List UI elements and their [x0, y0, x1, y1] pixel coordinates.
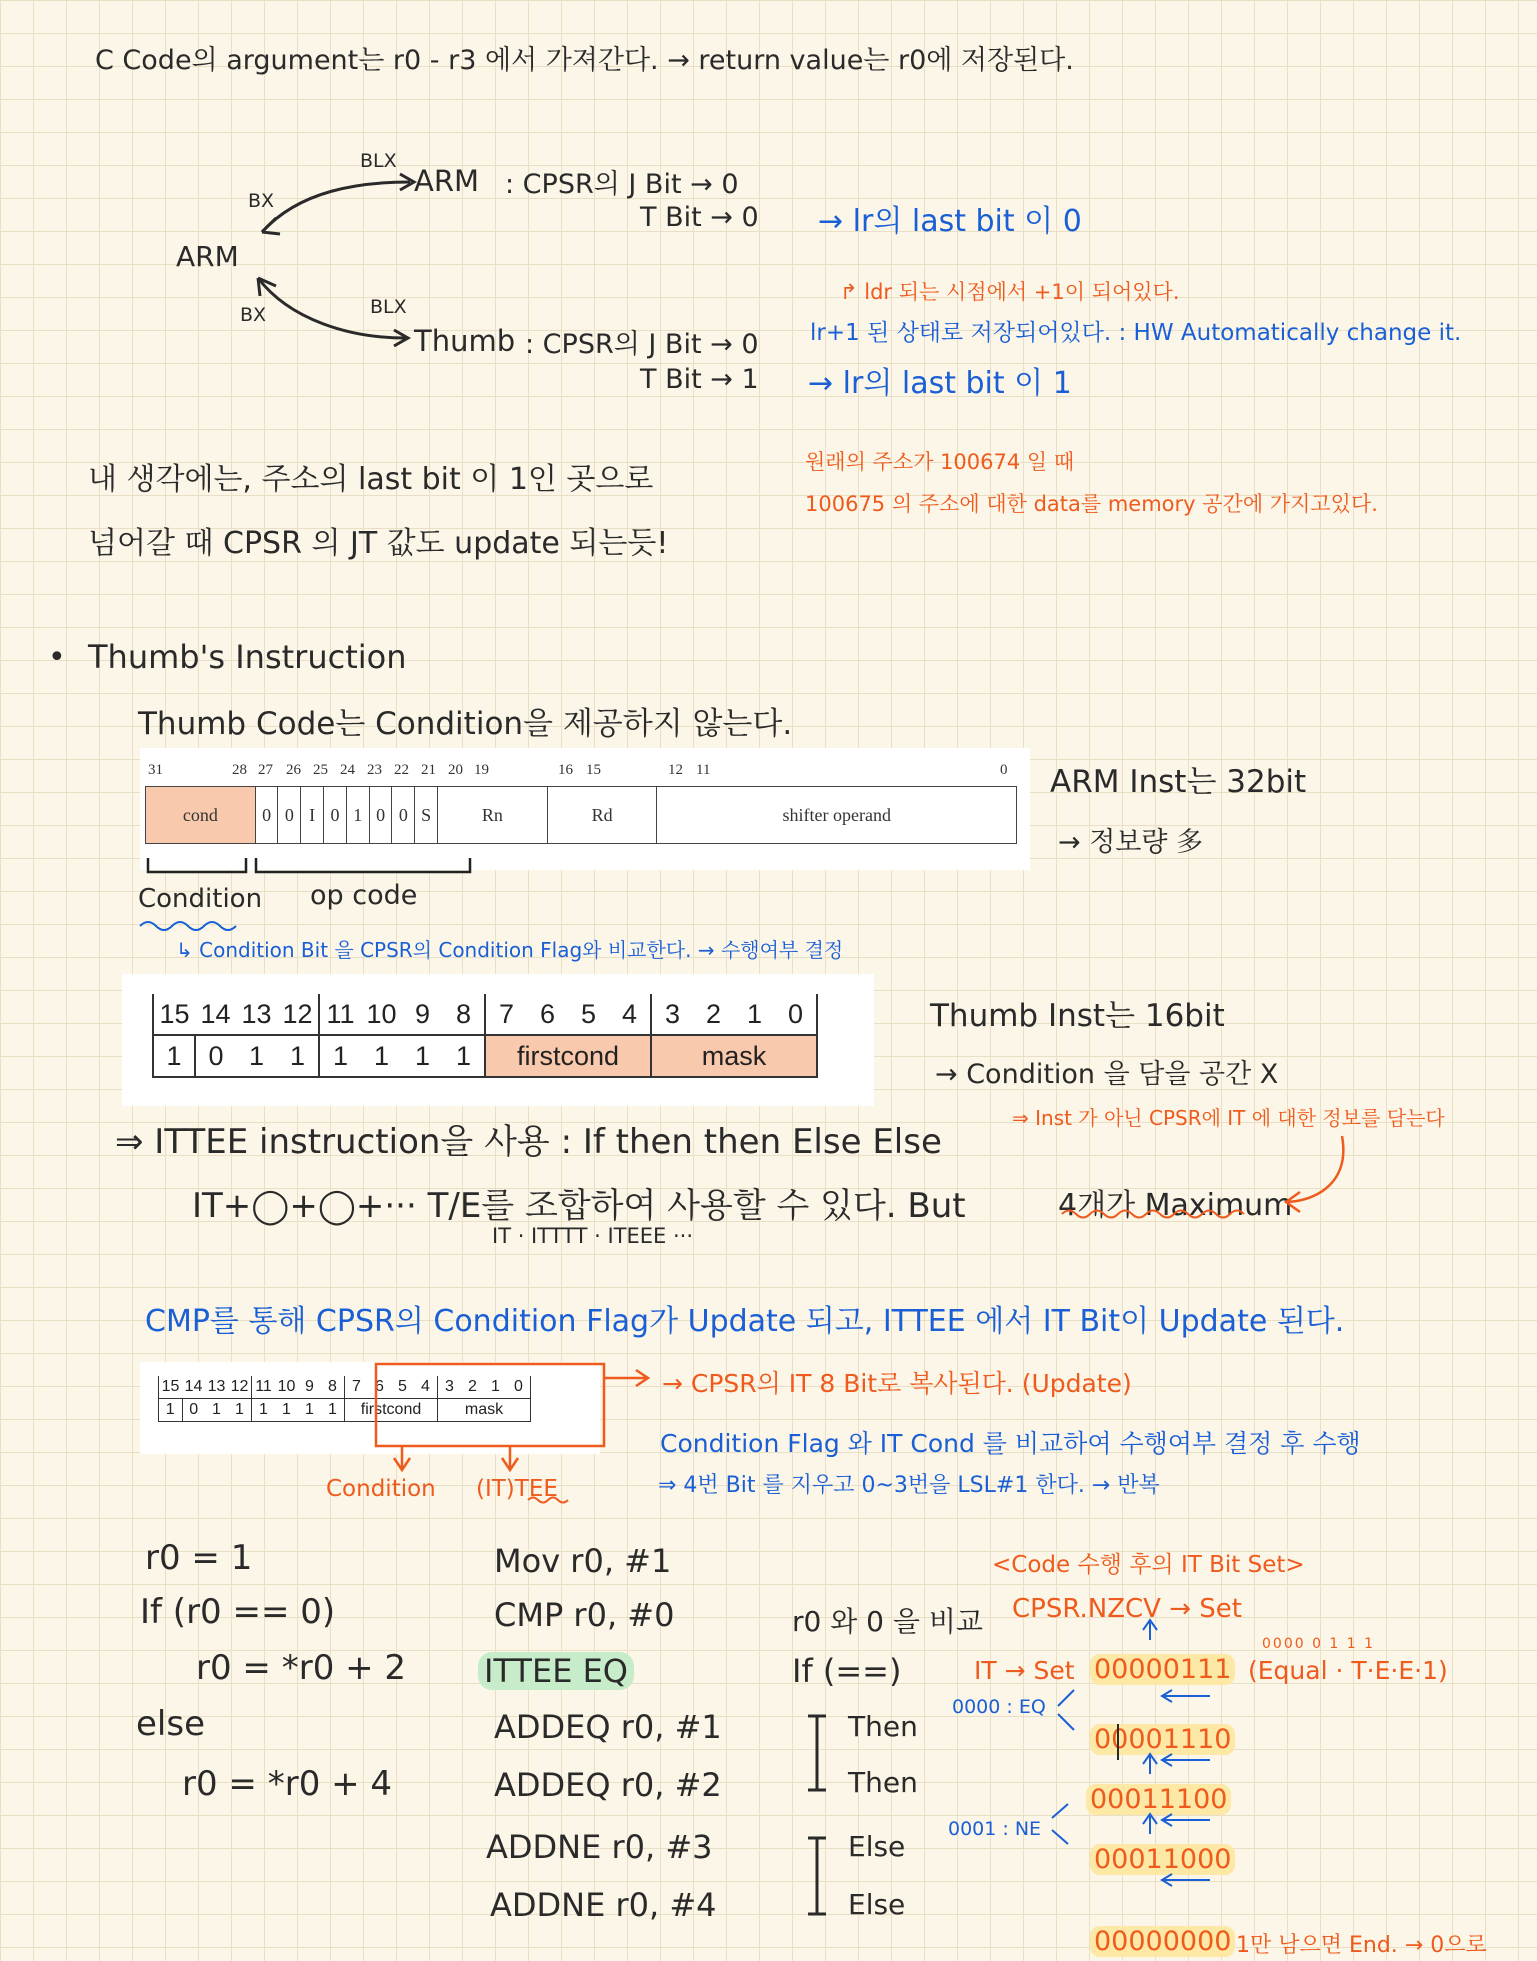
bx-bottom-label: BX — [240, 304, 267, 326]
th-bit-num: 13 — [241, 998, 272, 1029]
th-field-bit: 1 — [236, 1035, 277, 1077]
arm-field-bit: 0 — [392, 787, 415, 844]
thumb-it-format-figure — [122, 974, 874, 1106]
arm-t-bit: T Bit → 0 — [640, 202, 759, 233]
th-field-bit: 1 — [153, 1035, 195, 1077]
it-state-3: 00011100 — [1086, 1784, 1231, 1815]
arm-bit-11: 11 — [696, 762, 711, 778]
sm-bit-num: 8 — [328, 1378, 337, 1395]
blx-bottom-label: BLX — [370, 296, 407, 318]
th-bit-num: 15 — [153, 994, 195, 1035]
arm-field-bit: 1 — [346, 787, 369, 844]
c-line-1: r0 = 1 — [145, 1538, 253, 1578]
asm-line-1: Mov r0, #1 — [494, 1542, 672, 1580]
th-field-bit: 1 — [402, 1035, 443, 1077]
arm-field-cond: cond — [146, 787, 256, 844]
arm-bit-27: 27 — [258, 762, 273, 778]
arm-info-much: → 정보량 多 — [1058, 827, 1204, 858]
th-bit-num: 7 — [485, 994, 527, 1035]
copy-to-cpsr-note: → CPSR의 IT 8 Bit로 복사된다. (Update) — [662, 1369, 1132, 1398]
arm-bit-23: 23 — [367, 762, 382, 778]
th-bit-num: 11 — [319, 994, 361, 1035]
sm-bit-num: 0 — [507, 1376, 531, 1399]
orange-cpsr-it-note: ⇒ Inst 가 아닌 CPSR에 IT 에 대한 정보를 담는다 — [1012, 1106, 1445, 1130]
th-bit-num: 2 — [705, 998, 722, 1029]
compare-execute-note: Condition Flag 와 IT Cond 를 비교하여 수행여부 결정 후 수행 — [660, 1429, 1361, 1458]
sm-bit-num: 3 — [438, 1376, 462, 1399]
cmp-comment: r0 와 0 을 비교 — [792, 1605, 983, 1638]
thought-line-2: 넘어갈 때 CPSR 의 JT 값도 update 되는듯! — [88, 526, 669, 561]
arm-field-bit: 0 — [278, 787, 301, 844]
arm-bit-24: 24 — [340, 762, 355, 778]
th-bit-num: 8 — [455, 998, 472, 1029]
ittee-line: ⇒ ITTEE instruction을 사용 : If then then Else Else — [115, 1122, 942, 1162]
th-field-mask: mask — [651, 1035, 817, 1077]
asm-line-2: CMP r0, #0 — [494, 1596, 675, 1634]
branch-then-1: Then — [848, 1710, 918, 1743]
bullet: • — [48, 640, 66, 675]
arm-bit-19: 19 — [474, 762, 489, 778]
sm-field-bit: 1 — [159, 1399, 183, 1422]
asm-line-4: ADDEQ r0, #1 — [494, 1708, 722, 1746]
branch-else-1: Else — [848, 1830, 906, 1863]
c-line-3: r0 = *r0 + 2 — [196, 1648, 407, 1688]
sm-bit-num: 7 — [345, 1376, 369, 1399]
arm-bit-25: 25 — [313, 762, 328, 778]
thumb-t-bit: T Bit → 1 — [640, 364, 759, 395]
arm-lr-note: → lr의 last bit 이 0 — [818, 204, 1082, 239]
it-examples: IT · ITTTT · ITEEE ··· — [492, 1224, 693, 1248]
sm-field-bit: 1 — [252, 1399, 276, 1422]
th-bit-num: 1 — [746, 998, 763, 1029]
thumb-dest-label: Thumb — [414, 324, 516, 358]
th-field-bit: 1 — [277, 1035, 319, 1077]
intro-text: C Code의 argument는 r0 - r3 에서 가져간다. → return value는 r0에 저장된다. — [95, 45, 1074, 76]
arm-bit-20: 20 — [448, 762, 463, 778]
sm-bit-num: 10 — [277, 1378, 296, 1395]
th-bit-num: 10 — [366, 998, 397, 1029]
it-state-4: 00011000 — [1090, 1844, 1235, 1875]
arm-field-s: S — [415, 787, 438, 844]
asm-line-3: ITTEE EQ — [478, 1652, 634, 1690]
th-bit-num: 12 — [282, 998, 313, 1029]
th-field-bit: 1 — [319, 1035, 361, 1077]
arm-bit-28: 28 — [232, 762, 247, 778]
arm-format-table — [145, 786, 1017, 844]
branch-else-2: Else — [848, 1888, 906, 1921]
c-line-4: else — [136, 1704, 205, 1744]
th-bit-num: 0 — [775, 994, 817, 1035]
nzcv-set: CPSR.NZCV → Set — [1012, 1594, 1242, 1624]
sm-field-firstcond: firstcond — [345, 1399, 438, 1422]
arm-field-bit: 0 — [324, 787, 347, 844]
orange-address-note-1: 원래의 주소가 100674 일 때 — [805, 450, 1075, 474]
thumb-no-condition-text: Thumb Code는 Condition을 제공하지 않는다. — [138, 706, 793, 742]
itee-arrow-label: (IT)TEE — [476, 1476, 558, 1502]
sm-bit-num: 14 — [184, 1378, 203, 1395]
cmp-update-line: CMP를 통해 CPSR의 Condition Flag가 Update 되고, ITTEE 에서 IT Bit이 Update 된다. — [145, 1304, 1345, 1339]
th-bit-num: 5 — [580, 998, 597, 1029]
arm-bit-15: 15 — [586, 762, 601, 778]
condition-label: Condition — [138, 884, 263, 914]
lr-auto-note: lr+1 된 상태로 저장되어있다. : HW Automatically change it. — [810, 320, 1462, 346]
arm-field-shifter: shifter operand — [657, 787, 1017, 844]
sm-bit-num: 11 — [252, 1376, 276, 1399]
if-eq-label: If (==) — [792, 1652, 902, 1690]
c-line-2: If (r0 == 0) — [140, 1592, 336, 1632]
thumb-it-table — [152, 994, 818, 1078]
condition-arrow-label: Condition — [326, 1476, 436, 1502]
sm-bit-num: 13 — [207, 1378, 226, 1395]
it-state-2: 00001110 — [1090, 1724, 1235, 1755]
blx-top-label: BLX — [360, 150, 397, 172]
sm-bit-num: 4 — [421, 1378, 430, 1395]
asm-line-6: ADDNE r0, #3 — [486, 1828, 713, 1866]
arm-bit-16: 16 — [558, 762, 573, 778]
it-combine-line: IT+◯+◯+··· T/E를 조합하여 사용할 수 있다. But — [192, 1186, 966, 1226]
arm-cpsr-j: : CPSR의 J Bit → 0 — [505, 169, 739, 200]
thumb-inst-16bit: Thumb Inst는 16bit — [930, 998, 1225, 1034]
sm-field-bit: 0 — [182, 1399, 205, 1422]
asm-line-5: ADDEQ r0, #2 — [494, 1766, 722, 1804]
arm-bit-31: 31 — [148, 762, 163, 778]
sm-bit-num: 2 — [468, 1378, 477, 1395]
th-bit-num: 6 — [539, 998, 556, 1029]
equal-bits-annotation: 0000 0 1 1 1 — [1262, 1636, 1376, 1652]
thumb-no-space: → Condition 을 담을 공간 X — [935, 1059, 1279, 1090]
arm-bit-22: 22 — [394, 762, 409, 778]
sm-bit-num: 5 — [398, 1378, 407, 1395]
sm-bit-num: 9 — [305, 1378, 314, 1395]
th-field-firstcond: firstcond — [485, 1035, 651, 1077]
thought-line-1: 내 생각에는, 주소의 last bit 이 1인 곳으로 — [88, 462, 654, 497]
sm-field-bit: 1 — [321, 1399, 345, 1422]
arm-field-bit: I — [301, 787, 324, 844]
arm-field-bit: 0 — [255, 787, 278, 844]
shift-repeat-note: ⇒ 4번 Bit 를 지우고 0~3번을 LSL#1 한다. → 반복 — [658, 1473, 1160, 1498]
sm-bit-num: 15 — [159, 1376, 183, 1399]
c-line-5: r0 = *r0 + 4 — [182, 1764, 393, 1804]
sm-field-bit: 1 — [228, 1399, 252, 1422]
small-it-table — [158, 1376, 531, 1422]
it-set-label: IT → Set — [974, 1656, 1075, 1685]
arm-bit-12: 12 — [668, 762, 683, 778]
arm-format-figure — [140, 748, 1030, 870]
equal-annotation: (Equal · T·E·E·1) — [1248, 1656, 1448, 1685]
max-four-text: 4개가 Maximum — [1058, 1188, 1293, 1223]
ne-code-label: 0001 : NE — [948, 1818, 1042, 1840]
it-state-1: 00000111 — [1090, 1654, 1235, 1685]
sm-bit-num: 1 — [491, 1378, 500, 1395]
it-bit-set-title: <Code 수행 후의 IT Bit Set> — [992, 1552, 1305, 1578]
orange-address-note-2: 100675 의 주소에 대한 data를 memory 공간에 가지고있다. — [805, 492, 1378, 516]
sm-bit-num: 12 — [230, 1378, 249, 1395]
th-bit-num: 9 — [414, 998, 431, 1029]
it-state-5: 00000000 — [1090, 1926, 1235, 1957]
sm-field-mask: mask — [438, 1399, 531, 1422]
opcode-label: op code — [310, 880, 418, 911]
thumb-lr-note: → lr의 last bit 이 1 — [808, 366, 1072, 401]
th-field-bit: 0 — [195, 1035, 236, 1077]
thumb-instruction-heading: Thumb's Instruction — [88, 638, 407, 676]
arm-field-rd: Rd — [547, 787, 657, 844]
arm-dest-label: ARM — [414, 164, 480, 198]
thumb-cpsr-j: : CPSR의 J Bit → 0 — [525, 329, 759, 360]
th-bit-num: 4 — [621, 998, 638, 1029]
eq-code-label: 0000 : EQ — [952, 1696, 1046, 1718]
th-field-bit: 1 — [443, 1035, 485, 1077]
condition-compare-note: ↳ Condition Bit 을 CPSR의 Condition Flag와 비교한다. → 수행여부 결정 — [176, 938, 844, 962]
small-it-format-figure — [140, 1362, 600, 1454]
ldr-note: ↱ ldr 되는 시점에서 +1이 되어있다. — [840, 280, 1180, 304]
sm-field-bit: 1 — [205, 1399, 228, 1422]
th-bit-num: 14 — [200, 998, 231, 1029]
sm-field-bit: 1 — [275, 1399, 298, 1422]
arm-bit-0: 0 — [1000, 762, 1008, 778]
arm-field-rn: Rn — [438, 787, 548, 844]
arm-inst-32bit: ARM Inst는 32bit — [1050, 764, 1307, 800]
th-bit-num: 3 — [651, 994, 693, 1035]
arm-field-bit: 0 — [369, 787, 392, 844]
arm-bit-26: 26 — [286, 762, 301, 778]
branch-then-2: Then — [848, 1766, 918, 1799]
sm-bit-num: 6 — [375, 1378, 384, 1395]
arm-bit-21: 21 — [421, 762, 436, 778]
sm-field-bit: 1 — [298, 1399, 321, 1422]
end-note: 1만 남으면 End. → 0으로 — [1236, 1933, 1487, 1958]
arm-source-label: ARM — [176, 240, 239, 273]
asm-line-7: ADDNE r0, #4 — [490, 1886, 717, 1924]
bx-top-label: BX — [248, 190, 275, 212]
th-field-bit: 1 — [361, 1035, 402, 1077]
